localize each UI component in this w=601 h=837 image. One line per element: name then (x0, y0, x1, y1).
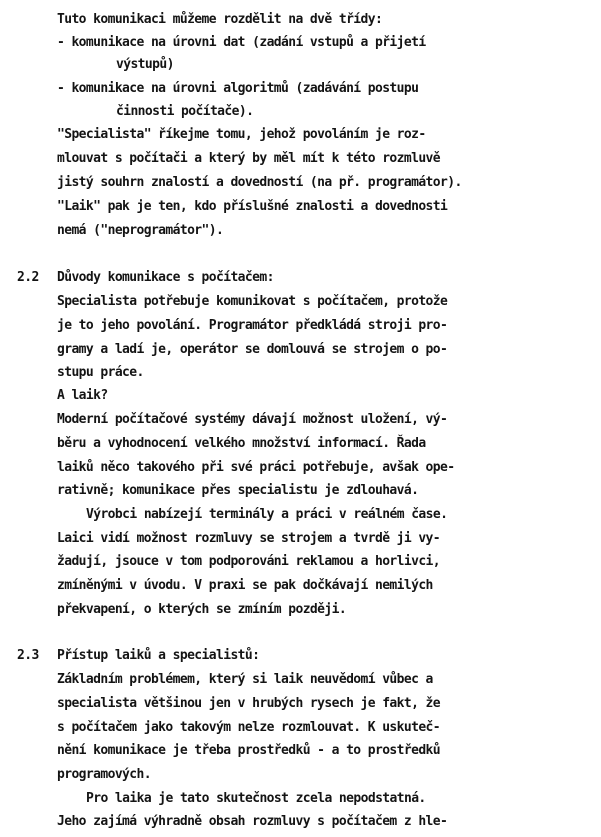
text-line: jistý souhrn znalostí a dovedností (na př. programátor). (57, 175, 462, 190)
text-line: Specialista potřebuje komunikovat s počítačem, protože (57, 294, 448, 309)
text-line: mlouvat s počítači a který by měl mít k této rozmluvě (57, 151, 441, 166)
text-line: Základním problémem, který si laik neuvědomí vůbec a (57, 672, 433, 687)
text-line: laiků něco takového při své práci potřebuje, avšak ope- (57, 460, 455, 475)
text-line: specialista většinou jen v hrubých rysech je fakt, že (57, 696, 441, 711)
section-number: 2.2 (17, 270, 39, 285)
text-line: s počítačem jako takovým nelze rozmlouvat. K uskuteč- (57, 720, 441, 735)
text-line: gramy a ladí je, operátor se domlouvá se strojem o po- (57, 342, 448, 357)
section-heading: Důvody komunikace s počítačem: (57, 270, 274, 285)
section-heading: Přístup laiků a specialistů: (57, 648, 260, 663)
text-line: běru a vyhodnocení velkého množství informací. Řada (57, 436, 426, 451)
text-line: překvapení, o kterých se zmíním později. (57, 602, 347, 617)
text-line: Moderní počítačové systémy dávají možnost uložení, vý- (57, 412, 448, 427)
text-line: "Specialista" říkejme tomu, jehož povoláním je roz- (57, 127, 426, 142)
text-line: Jeho zajímá výhradně obsah rozmluvy s počítačem z hle- (57, 814, 448, 829)
text-line: Tuto komunikaci můžeme rozdělit na dvě třídy: (57, 12, 383, 27)
list-item-continuation: činnosti počítače). (116, 104, 254, 119)
text-line: je to jeho povolání. Programátor předkládá stroji pro- (57, 318, 448, 333)
list-item-line: - komunikace na úrovni dat (zadání vstupů a přijetí (57, 35, 426, 50)
text-line: stupu práce. (57, 365, 144, 380)
text-line: zmíněnými v úvodu. V praxi se pak dočkávají nemilých (57, 578, 433, 593)
text-line: programových. (57, 767, 151, 782)
text-line: nění komunikace je třeba prostředků - a to prostředků (57, 743, 441, 758)
indented-text-line: Pro laika je tato skutečnost zcela nepodstatná. (86, 791, 426, 806)
text-line: "Laik" pak je ten, kdo příslušné znalosti a dovednosti (57, 199, 448, 214)
list-item-continuation: výstupů) (116, 57, 174, 72)
text-line: rativně; komunikace přes specialistu je zdlouhavá. (57, 483, 419, 498)
list-item-line: - komunikace na úrovni algoritmů (zadávání postupu (57, 81, 419, 96)
indented-text-line: Výrobci nabízejí terminály a práci v reálném čase. (86, 507, 448, 522)
text-line: nemá ("neprogramátor"). (57, 223, 224, 238)
text-line: žadují, jsouce v tom podporováni reklamou a horlivci, (57, 554, 441, 569)
text-line: Laici vidí možnost rozmluvy se strojem a tvrdě ji vy- (57, 531, 441, 546)
text-line: A laik? (57, 388, 108, 403)
section-number: 2.3 (17, 648, 39, 663)
